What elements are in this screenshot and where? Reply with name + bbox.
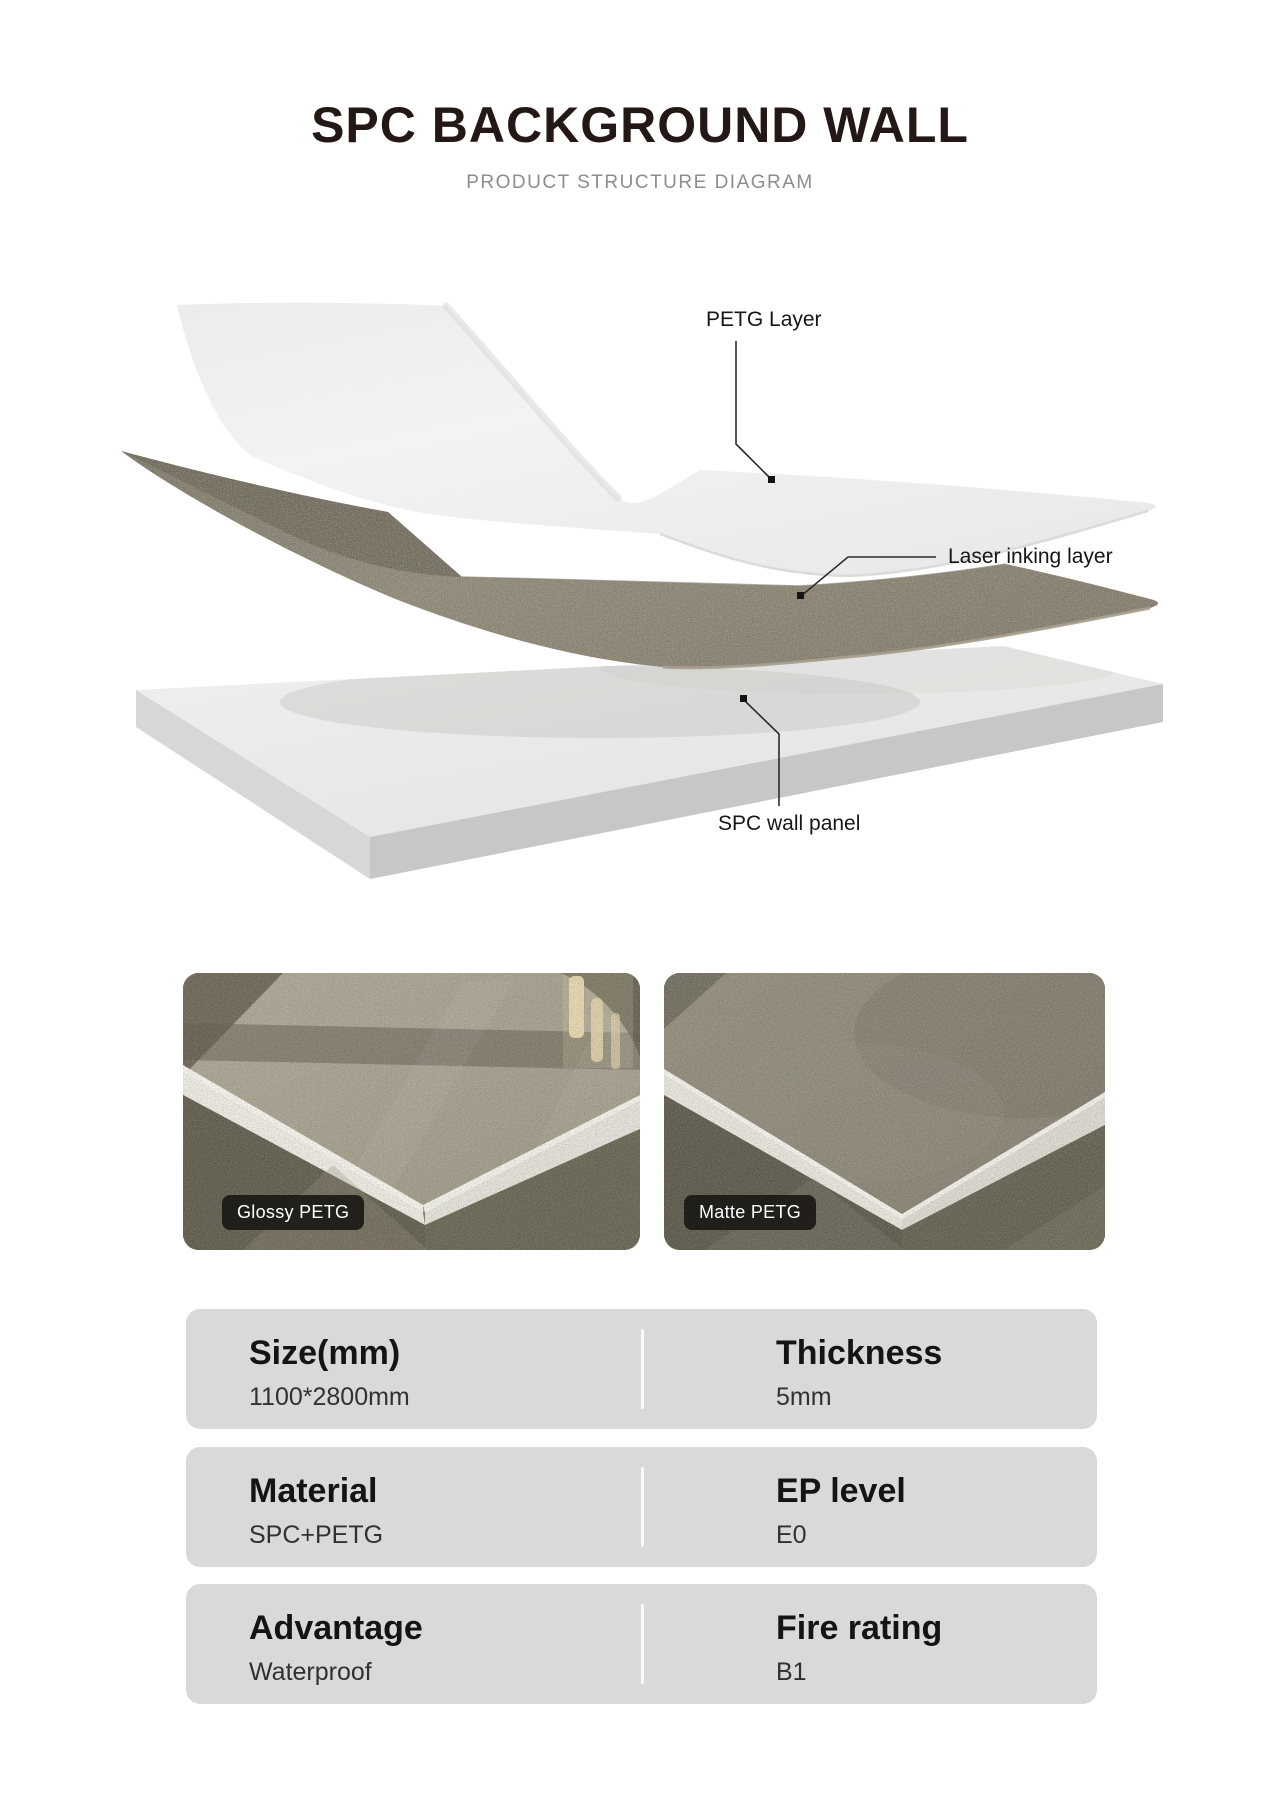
badge-glossy-petg: Glossy PETG — [222, 1195, 364, 1230]
photo-matte-petg — [664, 973, 1105, 1250]
petg-connector-dot — [768, 476, 775, 483]
spec-cell-advantage — [249, 1608, 423, 1687]
spec-divider — [641, 1467, 644, 1547]
spec-label-advantage: Advantage — [249, 1609, 423, 1647]
spec-cell-ep-level — [776, 1471, 906, 1550]
spec-cell-thickness — [776, 1333, 942, 1412]
photo-glossy-petg — [183, 973, 640, 1250]
spec-row-material-ep — [186, 1447, 1097, 1567]
spec-cell-material — [249, 1471, 383, 1550]
spec-value-size: 1100*2800mm — [249, 1382, 410, 1411]
spec-row-size-thickness — [186, 1309, 1097, 1429]
diagram-label-petg-layer: PETG Layer — [706, 308, 822, 331]
badge-matte-petg: Matte PETG — [684, 1195, 816, 1230]
spec-cell-fire-rating — [776, 1608, 942, 1687]
spec-value-fire-rating: B1 — [776, 1657, 807, 1686]
spec-label-ep-level: EP level — [776, 1472, 906, 1510]
page-subtitle: PRODUCT STRUCTURE DIAGRAM — [466, 172, 814, 193]
spec-label-size: Size(mm) — [249, 1334, 401, 1372]
spec-divider — [641, 1604, 644, 1684]
spec-label-material: Material — [249, 1472, 378, 1510]
petg-connector-line — [736, 341, 771, 479]
laser-connector-dot — [797, 592, 804, 599]
spec-divider — [641, 1329, 644, 1409]
spc-panel-shape — [136, 642, 1163, 879]
spec-value-thickness: 5mm — [776, 1382, 832, 1411]
spec-value-ep-level: E0 — [776, 1520, 807, 1549]
spec-label-thickness: Thickness — [776, 1334, 943, 1372]
spec-row-advantage-fire — [186, 1584, 1097, 1704]
diagram-label-spc-wall-panel: SPC wall panel — [718, 812, 861, 835]
spec-value-material: SPC+PETG — [249, 1520, 384, 1549]
spec-label-fire-rating: Fire rating — [776, 1609, 943, 1647]
spec-value-advantage: Waterproof — [249, 1657, 372, 1686]
spec-cell-size — [249, 1333, 410, 1412]
diagram-label-laser-inking-layer: Laser inking layer — [948, 545, 1113, 568]
spc-connector-dot — [740, 695, 747, 702]
page-title: SPC BACKGROUND WALL — [311, 97, 969, 153]
